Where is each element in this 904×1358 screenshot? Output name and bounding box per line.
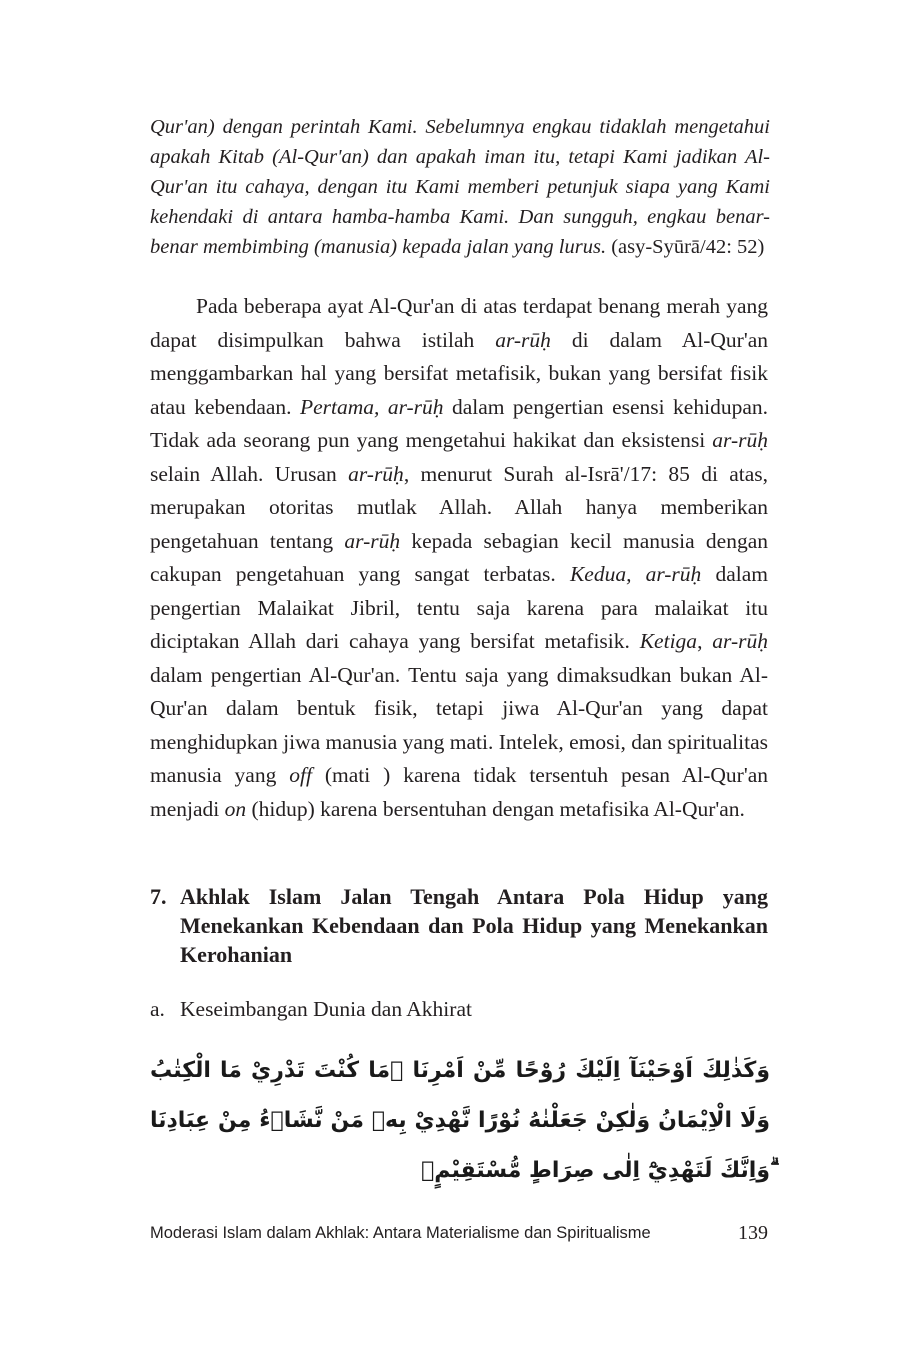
term-ar-ruh: ar-rūḥ — [495, 327, 551, 352]
para-text: dalam pengertian Al-Qur'an. Tentu saja yang dimaksudkan bukan Al-Qur'an dalam bentuk fisik, tetapi jiwa Al-Qur'an yang dapat menghidupkan jiwa manusia yang mati. Intelek, emosi, dan spiritualitas manusia yang — [150, 662, 768, 787]
quote-text: Qur'an) dengan perintah Kami. Sebelumnya engkau tidaklah mengetahui apakah Kitab (Al-Qur'an) dan apakah iman itu, tetapi Kami jadikan Al-Qur'an itu cahaya, dengan itu Kami memberi petunjuk siapa yang Kami kehendaki di antara hamba-hamba Kami. Dan sungguh, engkau benar-benar membimbing (manusia) kepada jalan yang lurus. — [150, 116, 770, 258]
term-ar-ruh: ar-rūḥ — [348, 461, 404, 486]
para-text: , — [697, 629, 713, 653]
quote-reference: (asy-Syūrā/42: 52) — [611, 236, 765, 258]
term-pertama: Pertama, ar-rūḥ — [299, 394, 444, 419]
term-off: off — [289, 763, 312, 787]
para-text: selain Allah. Urusan — [150, 461, 349, 486]
translation-quote — [150, 112, 770, 262]
term-ar-ruh: ar-rūḥ — [344, 528, 401, 553]
para-text: kepada sebagian kecil manusia dengan cakupan pengetahuan yang sangat terbatas. — [150, 528, 768, 586]
term-ketiga: Ketiga — [639, 629, 698, 653]
term-ar-ruh: ar-rūḥ — [712, 428, 768, 452]
subsection-heading — [150, 994, 768, 1024]
term-kedua: Kedua, ar-rūḥ — [569, 562, 702, 586]
para-text: Pada beberapa ayat Al-Qur'an di atas terdapat benang merah yang dapat disimpulkan bahwa istilah — [150, 294, 768, 352]
term-on: on — [224, 796, 247, 821]
term-ar-ruh: ar-rūḥ — [712, 629, 768, 653]
para-text: dalam pengertian esensi kehidupan. Tidak ada seorang pun yang mengetahui hakikat dan eksistensi — [150, 394, 768, 452]
subsection-title: Keseimbangan Dunia dan Akhirat — [180, 997, 472, 1021]
arabic-verse: وَكَذٰلِكَ اَوْحَيْنَآ اِلَيْكَ رُوْحًا مِّنْ اَمْرِنَا ۗمَا كُنْتَ تَدْرِيْ مَا الْكِتٰبُ وَلَا الْاِيْمَانُ وَلٰكِنْ جَعَلْنٰهُ نُوْرًا نَّهْدِيْ بِهٖ مَنْ نَّشَاۤءُ مِنْ عِبَادِنَا ۗوَاِنَّكَ لَتَهْدِيْٓ اِلٰى صِرَاطٍ مُّسْتَقِيْمٍۙ — [150, 1058, 770, 1183]
para-text: di dalam Al-Qur'an menggambarkan hal yang bersifat metafisik, bukan yang bersifat fisik atau kebendaan. — [150, 327, 768, 419]
section-heading — [150, 882, 768, 969]
para-text: (hidup) karena bersentuhan dengan metafisika Al-Qur'an. — [246, 796, 745, 821]
section-title: Akhlak Islam Jalan Tengah Antara Pola Hidup yang Menekankan Kebendaan dan Pola Hidup yang Menekankan Kerohanian — [180, 884, 768, 967]
running-title: Moderasi Islam dalam Akhlak: Antara Materialisme dan Spiritualisme — [150, 1224, 651, 1242]
page-footer — [150, 1224, 768, 1248]
para-text: , menurut Surah al-Isrā'/17: 85 di atas, merupakan otoritas mutlak Allah. Allah hanya memberikan pengetahuan tentang — [150, 461, 769, 553]
para-text: dalam pengertian Malaikat Jibril, tentu saja karena para malaikat itu diciptakan Allah dari cahaya yang bersifat metafisik. — [150, 562, 768, 653]
section-number: 7. — [150, 884, 167, 909]
body-paragraph — [150, 290, 768, 826]
page-number: 139 — [738, 1222, 768, 1244]
subsection-letter: a. — [150, 997, 165, 1021]
para-text: (mati ) karena tidak tersentuh pesan Al-Qur'an menjadi — [150, 763, 768, 821]
